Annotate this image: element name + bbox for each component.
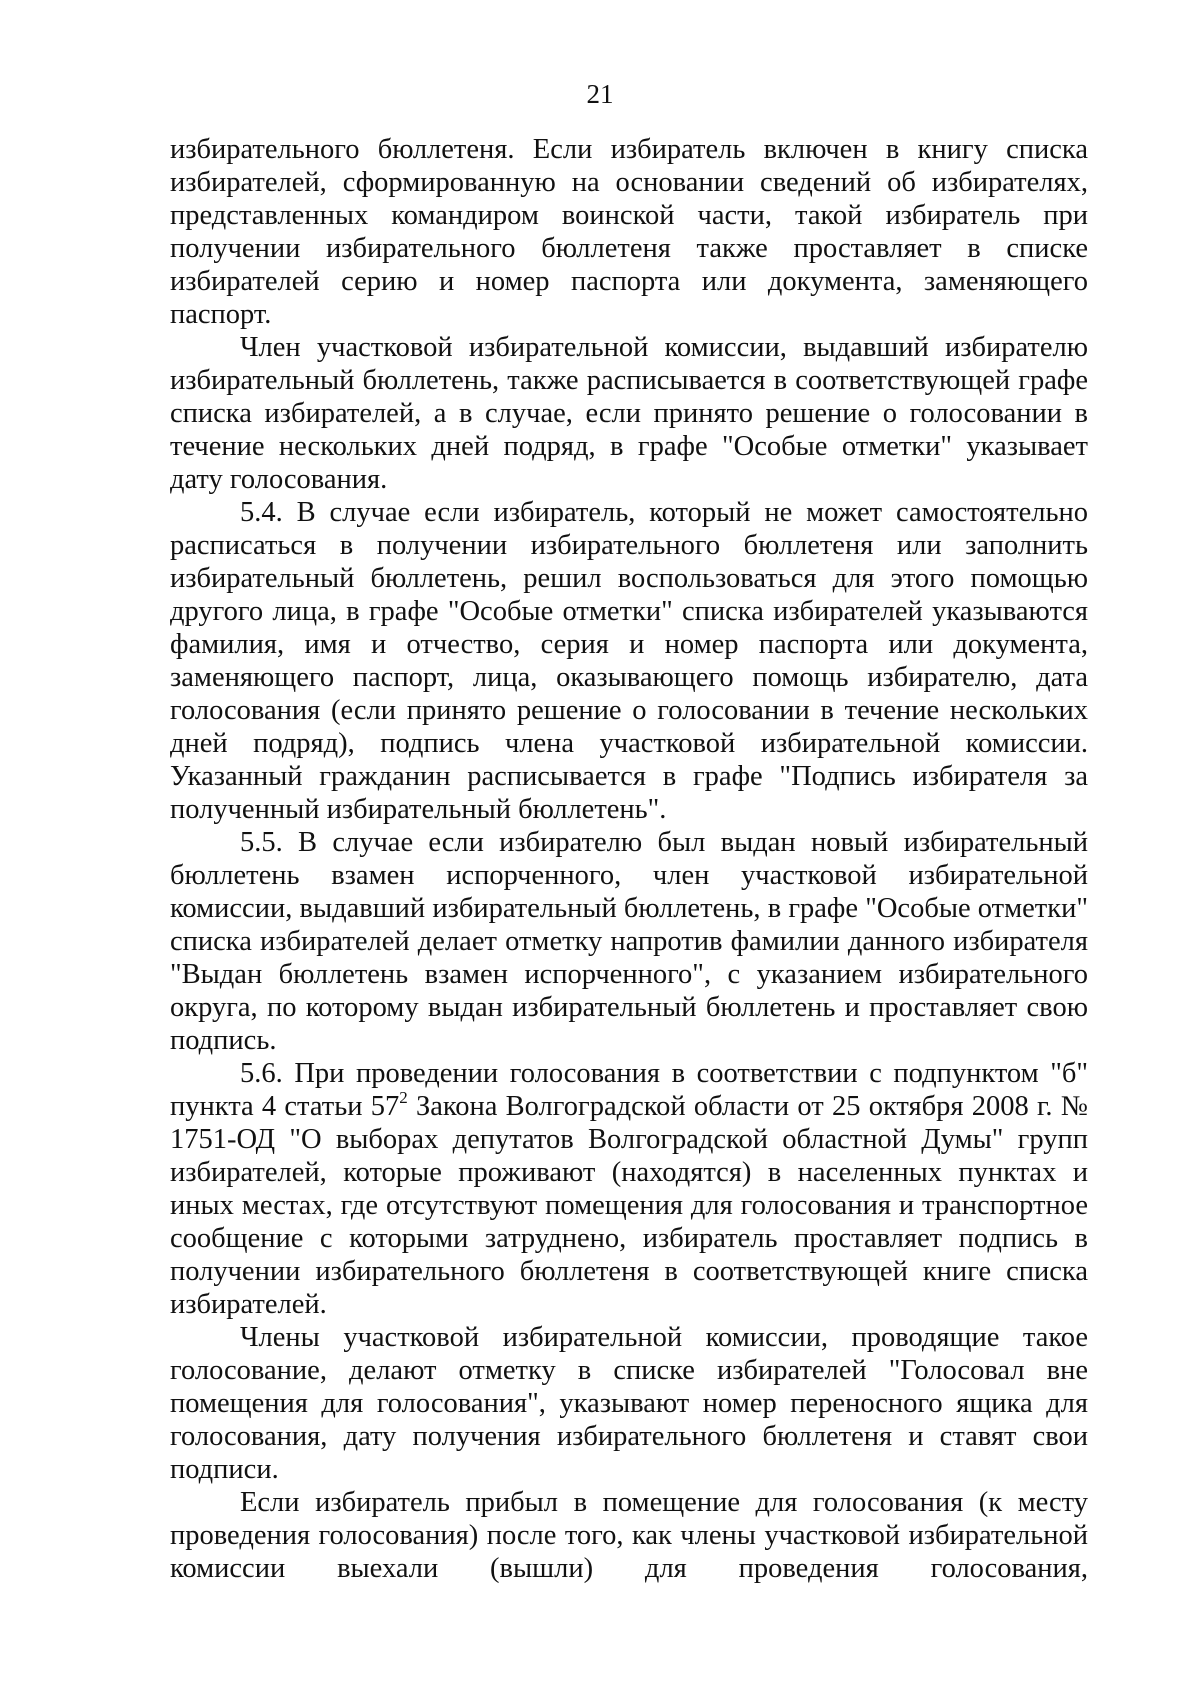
- page-number: 21: [586, 79, 614, 109]
- paragraph-members-voting: Члены участковой избирательной комиссии, проводящие такое голосование, делают отметку в списке избирателей "Голосовал вне помещения для голосования", указывают номер переносного ящика для голосования, дату получения избирательного бюллетеня и ставят свои подписи.: [170, 1322, 1088, 1485]
- paragraph-member-signature: Член участковой избирательной комиссии, выдавший избирателю избирательный бюллетень, также расписывается в соответствующей графе списка избирателей, а в случае, если принято решение о голосовании в течение нескольких дней подряд, в графе "Особые отметки" указывает дату голосования.: [170, 332, 1088, 495]
- document-body: [170, 133, 1088, 1585]
- paragraph-5-6-text-start: 5.6. При проведении голосования в соответствии с подпунктом "б" пункта 4 статьи 57: [170, 1058, 1088, 1122]
- paragraph-voter-arrived: Если избиратель прибыл в помещение для голосования (к месту проведения голосования) после того, как члены участковой избирательной комиссии выехали (вышли) для проведения голосования,: [170, 1487, 1088, 1584]
- paragraph-5-6: [170, 1057, 1088, 1321]
- article-superscript: 2: [399, 1087, 408, 1107]
- paragraph-5-6-text-end: Закона Волгоградской области от 25 октября 2008 г. № 1751-ОД "О выборах депутатов Волгоградской областной Думы" групп избирателей, которые проживают (находятся) в населенных пунктах и иных местах, где отсутствуют помещения для голосования и транспортное сообщение с которыми затруднено, избиратель проставляет подпись в получении избирательного бюллетеня в соответствующей книге списка избирателей.: [170, 1091, 1088, 1320]
- paragraph-continuation: избирательного бюллетеня. Если избиратель включен в книгу списка избирателей, сформированную на основании сведений об избирателях, представленных командиром воинской части, такой избиратель при получении избирательного бюллетеня также проставляет в списке избирателей серию и номер паспорта или документа, заменяющего паспорт.: [170, 134, 1088, 330]
- paragraph-5-4: 5.4. В случае если избиратель, который не может самостоятельно расписаться в получении избирательного бюллетеня или заполнить избирательный бюллетень, решил воспользоваться для этого помощью другого лица, в графе "Особые отметки" списка избирателей указываются фамилия, имя и отчество, серия и номер паспорта или документа, заменяющего паспорт, лица, оказывающего помощь избирателю, дата голосования (если принято решение о голосовании в течение нескольких дней подряд), подпись члена участковой избирательной комиссии. Указанный гражданин расписывается в графе "Подпись избирателя за полученный избирательный бюллетень".: [170, 497, 1088, 825]
- paragraph-5-5: 5.5. В случае если избирателю был выдан новый избирательный бюллетень взамен испорченного, член участковой избирательной комиссии, выдавший избирательный бюллетень, в графе "Особые отметки" списка избирателей делает отметку напротив фамилии данного избирателя "Выдан бюллетень взамен испорченного", с указанием избирательного округа, по которому выдан избирательный бюллетень и проставляет свою подпись.: [170, 827, 1088, 1056]
